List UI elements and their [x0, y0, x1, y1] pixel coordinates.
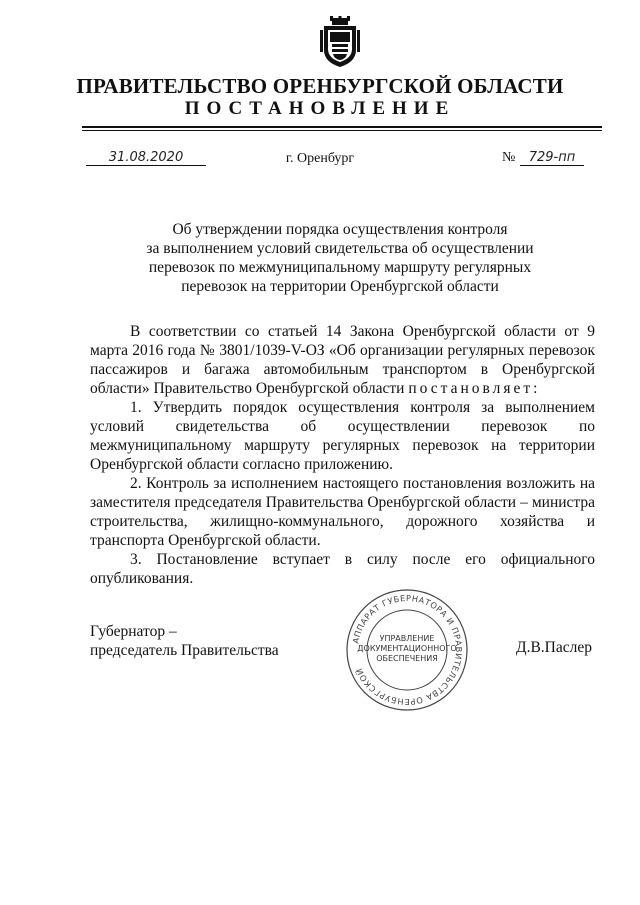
stamp-line: УПРАВЛЕНИЕ	[379, 634, 435, 643]
stamp-line: ОБЕСПЕЧЕНИЯ	[376, 654, 438, 663]
coat-of-arms-icon	[318, 16, 362, 68]
item-2: 2. Контроль за исполнением настоящего постановления возложить на заместителя председателя Правительства Оренбургской области – министра строительства, жилищно-коммунального, дорожного хозяйства и транспорта Оренбургской области.	[90, 475, 595, 549]
signatory-title	[90, 622, 279, 660]
signatory-title-line2: председатель Правительства	[90, 642, 279, 659]
document-number: 729-пп	[520, 150, 584, 166]
signatory-name: Д.В.Паслер	[516, 639, 592, 656]
document-type: ПОСТАНОВЛЕНИЕ	[184, 98, 456, 119]
stamp-center-text	[355, 634, 459, 664]
subject-line: перевозок на территории Оренбургской области	[181, 278, 499, 295]
resolves-word: постановляет:	[408, 380, 541, 397]
stamp-line: ДОКУМЕНТАЦИОННОГО	[357, 644, 457, 653]
stamp-ring-text: АППАРАТ ГУБЕРНАТОРА И ПРАВИТЕЛЬСТВА ОРЕНБУРГСКОЙ	[350, 592, 465, 708]
header-rule-thick	[82, 126, 602, 128]
document-subject	[120, 220, 560, 296]
document-city: г. Оренбург	[285, 151, 355, 166]
document-body	[90, 322, 595, 588]
item-1: 1. Утвердить порядок осуществления контроля за выполнением условий свидетельства об осуществлении перевозок по межмуниципальному маршруту регулярных перевозок на территории Оренбургской области согласно приложению.	[90, 399, 595, 473]
subject-line: Об утверждении порядка осуществления контроля	[172, 221, 508, 238]
intro-text: В соответствии со статьей 14 Закона Оренбургской области от 9 марта 2016 года № 3801/1039-V-ОЗ «Об организации регулярных перевозок пассажиров и багажа автомобильным транспортом в Оренбургской области» Правительство Оренбургской области	[90, 323, 595, 397]
item-3: 3. Постановление вступает в силу после его официального опубликования.	[90, 551, 595, 587]
document-date: 31.08.2020	[86, 150, 206, 166]
intro-paragraph	[90, 322, 595, 398]
number-label: №	[502, 150, 516, 165]
subject-line: перевозок по межмуниципальному маршруту регулярных	[148, 259, 532, 276]
signatory-title-line1: Губернатор –	[90, 623, 177, 640]
subject-line: за выполнением условий свидетельства об осуществлении	[146, 240, 534, 257]
header-rule-thin	[82, 130, 602, 131]
government-name: ПРАВИТЕЛЬСТВО ОРЕНБУРГСКОЙ ОБЛАСТИ	[76, 74, 564, 98]
